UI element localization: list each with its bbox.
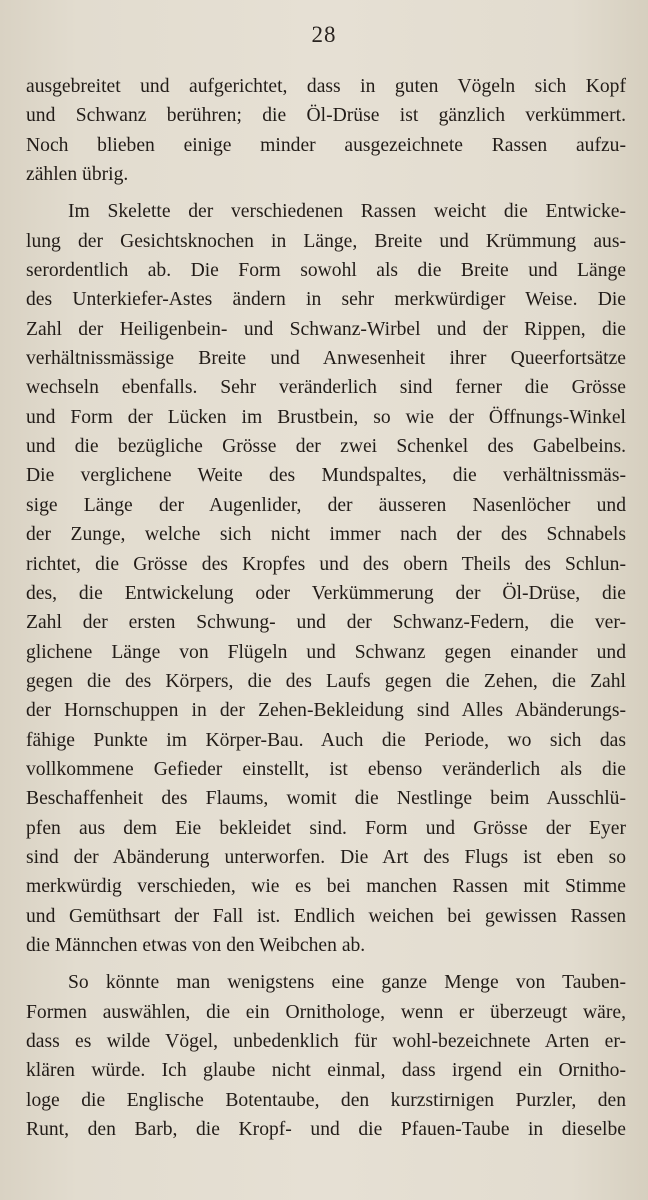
text-line: die Männchen etwas von den Weibchen ab. [26,934,366,956]
text-line: gegen die des Körpers, die des Laufs gegen die Zehen, die Zahl [26,670,626,692]
text-line: klären würde. Ich glaube nicht einmal, dass irgend ein Ornitho- [26,1060,626,1082]
text-line: Formen auswählen, die ein Ornithologe, wenn er überzeugt wäre, [26,1001,626,1023]
text-line: ausgebreitet und aufgerichtet, dass in guten Vögeln sich Kopf [26,76,626,97]
text-line: fähige Punkte im Körper-Bau. Auch die Periode, wo sich das [26,729,626,751]
text-line: des Unterkiefer-Astes ändern in sehr merkwürdiger Weise. Die [26,289,626,311]
text-line: und Form der Lücken im Brustbein, so wie der Öffnungs-Winkel [26,406,626,428]
text-line: loge die Englische Botentaube, den kurzstirnigen Purzler, den [26,1089,626,1111]
text-line: Noch blieben einige minder ausgezeichnete Rassen aufzu- [26,134,626,156]
text-line: richtet, die Grösse des Kropfes und des obern Theils des Schlun- [26,553,626,575]
text-line: pfen aus dem Eie bekleidet sind. Form und Grösse der Eyer [26,817,626,839]
text-line: des, die Entwickelung oder Verkümmerung der Öl-Drüse, die [26,582,626,604]
text-line: sind der Abänderung unterworfen. Die Art des Flugs ist eben so [26,846,626,868]
paragraph-gap [26,960,626,968]
text-line: der Zunge, welche sich nicht immer nach der des Schnabels [26,524,626,546]
text-line: Zahl der ersten Schwung- und der Schwanz-Federn, die ver- [26,612,626,634]
text-line: merkwürdig verschieden, wie es bei manchen Rassen mit Stimme [26,876,626,898]
text-line: Die verglichene Weite des Mundspaltes, die verhältnissmäs- [26,465,626,487]
text-line: lung der Gesichtsknochen in Länge, Breite und Krümmung aus- [26,230,626,252]
paragraph [26,197,626,960]
text-line: und Gemüthsart der Fall ist. Endlich weichen bei gewissen Rassen [26,905,626,927]
text-line: vollkommene Gefieder einstellt, ist ebenso veränderlich als die [26,758,626,780]
body-text [26,72,626,1144]
page-number: 28 [311,22,337,47]
text-line: Zahl der Heiligenbein- und Schwanz-Wirbel und der Rippen, die [26,318,626,340]
text-line: sige Länge der Augenlider, der äusseren Nasenlöcher und [26,494,626,516]
text-line: und die bezügliche Grösse der zwei Schenkel des Gabelbeins. [26,436,626,458]
text-line: und Schwanz berühren; die Öl-Drüse ist gänzlich verkümmert. [26,105,626,127]
text-line: verhältnissmässige Breite und Anwesenheit ihrer Queerfortsätze [26,348,626,370]
text-line: glichene Länge von Flügeln und Schwanz gegen einander und [26,641,626,663]
text-line: wechseln ebenfalls. Sehr veränderlich sind ferner die Grösse [26,377,626,399]
text-line: zählen übrig. [26,164,129,186]
text-line: Im Skelette der verschiedenen Rassen weicht die Entwicke- [68,201,626,223]
text-line: Beschaffenheit des Flaums, womit die Nestlinge beim Ausschlü- [26,788,626,810]
text-line: dass es wilde Vögel, unbedenklich für wohl-bezeichnete Arten er- [26,1031,626,1052]
text-line: der Hornschuppen in der Zehen-Bekleidung sind Alles Abänderungs- [26,700,626,722]
paragraph [26,968,626,1144]
text-line: So könnte man wenigstens eine ganze Menge von Tauben- [68,972,626,994]
paragraph-gap [26,189,626,197]
paragraph [26,72,626,189]
text-line: serordentlich ab. Die Form sowohl als die Breite und Länge [26,260,626,282]
text-line: Runt, den Barb, die Kropf- und die Pfauen-Taube in dieselbe [26,1119,626,1141]
